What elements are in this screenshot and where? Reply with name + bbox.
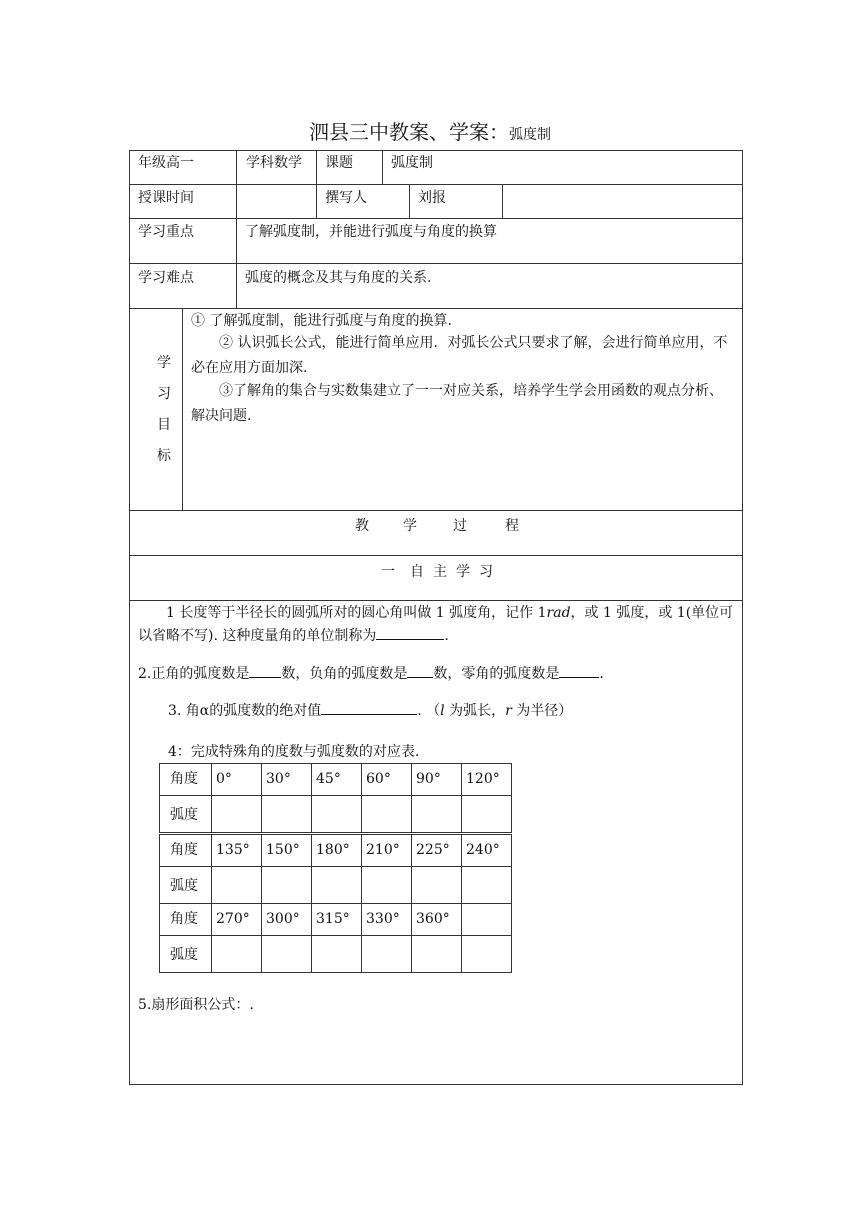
question-5: 5.扇形面积公式：.	[138, 997, 254, 1013]
q1-text-2: ，或 1 弧度，或 1(单位可以省略不写). 这种度量角的单位制称为	[138, 605, 734, 644]
question-4: 4：完成特殊角的度数与弧度数的对应表.	[168, 744, 420, 760]
time-label: 授课时间	[138, 190, 194, 206]
angle-value-cell: 300°	[266, 911, 300, 927]
self-study-char: 习	[479, 564, 493, 580]
angle-table-rule	[211, 834, 212, 904]
column-rule	[382, 150, 383, 184]
angle-value-cell: 120°	[466, 771, 500, 787]
angle-row-label: 角度	[170, 842, 198, 858]
angle-table-rule	[159, 763, 160, 833]
process-heading-char: 程	[505, 518, 519, 534]
angle-table-rule	[511, 763, 512, 833]
column-rule	[182, 308, 183, 510]
focus-text: 了解弧度制，并能进行弧度与角度的换算	[245, 224, 497, 240]
angle-table-rule	[411, 834, 412, 904]
table-rule	[129, 308, 743, 309]
angle-value-cell: 150°	[266, 842, 300, 858]
angle-value-cell: 210°	[366, 842, 400, 858]
table-rule	[129, 218, 743, 219]
objectives-label-char: 学	[157, 355, 171, 371]
angle-table-rule	[261, 763, 262, 833]
angle-value-cell: 135°	[216, 842, 250, 858]
table-rule	[129, 263, 743, 264]
table-rule	[129, 510, 743, 511]
difficulty-label: 学习难点	[138, 270, 194, 286]
topic-value: 弧度制	[391, 155, 433, 171]
angle-table-rule	[261, 834, 262, 904]
column-rule	[409, 184, 410, 218]
angle-table-rule	[211, 903, 212, 973]
angle-table-rule	[311, 834, 312, 904]
q3-text: 3. 角α的弧度数的绝对值	[168, 703, 322, 719]
q1-text: 1 长度等于半径长的圆弧所对的圆心角叫做 1 弧度角，记作 1	[166, 605, 547, 621]
table-border-top	[129, 150, 743, 151]
self-study-char: 一	[381, 564, 395, 580]
table-border-bottom	[129, 1084, 743, 1085]
angle-table-rule	[361, 763, 362, 833]
objective-item: ② 认识弧长公式，能进行简单应用．对弧长公式只要求了解，会进行简单应用，不必在应用方面加深.	[191, 335, 728, 376]
author-value: 刘报	[418, 190, 446, 206]
radian-row-label: 弧度	[170, 807, 198, 823]
angle-value-cell: 270°	[216, 911, 250, 927]
angle-table-rule	[311, 903, 312, 973]
table-rule	[129, 184, 743, 185]
column-rule	[236, 218, 237, 308]
focus-label: 学习重点	[138, 224, 194, 240]
angle-table-rule	[311, 763, 312, 833]
q3-text: 为弧长，	[444, 703, 506, 719]
column-rule	[316, 150, 317, 218]
title-main: 泗县三中教案、学案：	[309, 120, 509, 144]
radian-row-label: 弧度	[170, 878, 198, 894]
objective-item: ③了解角的集合与实数集建立了一一对应关系，培养学生学会用函数的观点分析、解决问题.	[191, 383, 723, 424]
angle-value-cell: 225°	[416, 842, 450, 858]
angle-table-rule	[361, 834, 362, 904]
angle-value-cell: 315°	[316, 911, 350, 927]
q3-text: 为半径）	[511, 703, 573, 719]
column-rule	[502, 184, 503, 218]
grade-cell: 年级高一	[138, 155, 194, 171]
question-2	[138, 663, 604, 684]
answer-blank[interactable]	[376, 625, 444, 640]
objectives-label-char: 目	[157, 417, 171, 433]
question-3	[168, 700, 572, 721]
table-border-left	[129, 150, 130, 1085]
self-study-char: 学	[456, 564, 470, 580]
angle-table-rule	[411, 763, 412, 833]
q3-l: l	[440, 703, 445, 719]
q2-text: 数，零角的弧度数是	[433, 666, 560, 682]
question-1	[138, 602, 738, 648]
table-rule	[129, 600, 743, 601]
angle-row-label: 角度	[170, 771, 198, 787]
angle-table-rule	[159, 834, 160, 904]
process-heading-char: 过	[453, 518, 467, 534]
angle-table-rule	[261, 903, 262, 973]
angle-table-rule	[361, 903, 362, 973]
angle-value-cell: 60°	[366, 771, 391, 787]
author-label: 撰写人	[325, 190, 367, 206]
angle-table-rule	[159, 903, 160, 973]
angle-value-cell: 90°	[416, 771, 441, 787]
angle-value-cell: 30°	[266, 771, 291, 787]
table-rule	[129, 555, 743, 556]
q2-text: 数，负角的弧度数是	[281, 666, 408, 682]
answer-blank[interactable]	[321, 700, 417, 715]
page-title	[0, 116, 860, 145]
subject-cell: 学科数学	[246, 155, 302, 171]
angle-row-label: 角度	[170, 911, 198, 927]
answer-blank[interactable]	[559, 663, 599, 678]
q2-end: .	[599, 666, 604, 682]
angle-value-cell: 240°	[466, 842, 500, 858]
self-study-char: 自	[410, 564, 424, 580]
q2-text: 2.正角的弧度数是	[138, 666, 250, 682]
table-border-right	[742, 150, 743, 1085]
topic-label: 课题	[325, 155, 353, 171]
angle-table-rule	[461, 763, 462, 833]
radian-row-label: 弧度	[170, 947, 198, 963]
self-study-char: 主	[433, 564, 447, 580]
angle-value-cell: 45°	[316, 771, 341, 787]
q3-r: r	[505, 703, 512, 719]
difficulty-text: 弧度的概念及其与角度的关系.	[245, 270, 432, 286]
answer-blank[interactable]	[407, 663, 433, 678]
q1-end: .	[444, 628, 449, 644]
angle-table-rule	[461, 903, 462, 973]
angle-value-cell: 0°	[216, 771, 232, 787]
angle-table-rule	[461, 834, 462, 904]
angle-table-rule	[211, 763, 212, 833]
q3-text: . （	[417, 703, 441, 719]
angle-table-rule	[511, 903, 512, 973]
process-heading-char: 学	[403, 518, 417, 534]
title-sub: 弧度制	[509, 127, 551, 143]
column-rule	[236, 150, 237, 218]
objectives-label-char: 标	[157, 448, 171, 464]
q1-rad: rad	[546, 605, 571, 621]
objective-item: ① 了解弧度制，能进行弧度与角度的换算.	[191, 313, 452, 329]
angle-value-cell: 360°	[416, 911, 450, 927]
angle-table-rule	[411, 903, 412, 973]
answer-blank[interactable]	[249, 663, 281, 678]
angle-table-rule	[511, 834, 512, 904]
angle-value-cell: 180°	[316, 842, 350, 858]
angle-value-cell: 330°	[366, 911, 400, 927]
process-heading-char: 教	[355, 518, 369, 534]
objectives-label-char: 习	[157, 386, 171, 402]
